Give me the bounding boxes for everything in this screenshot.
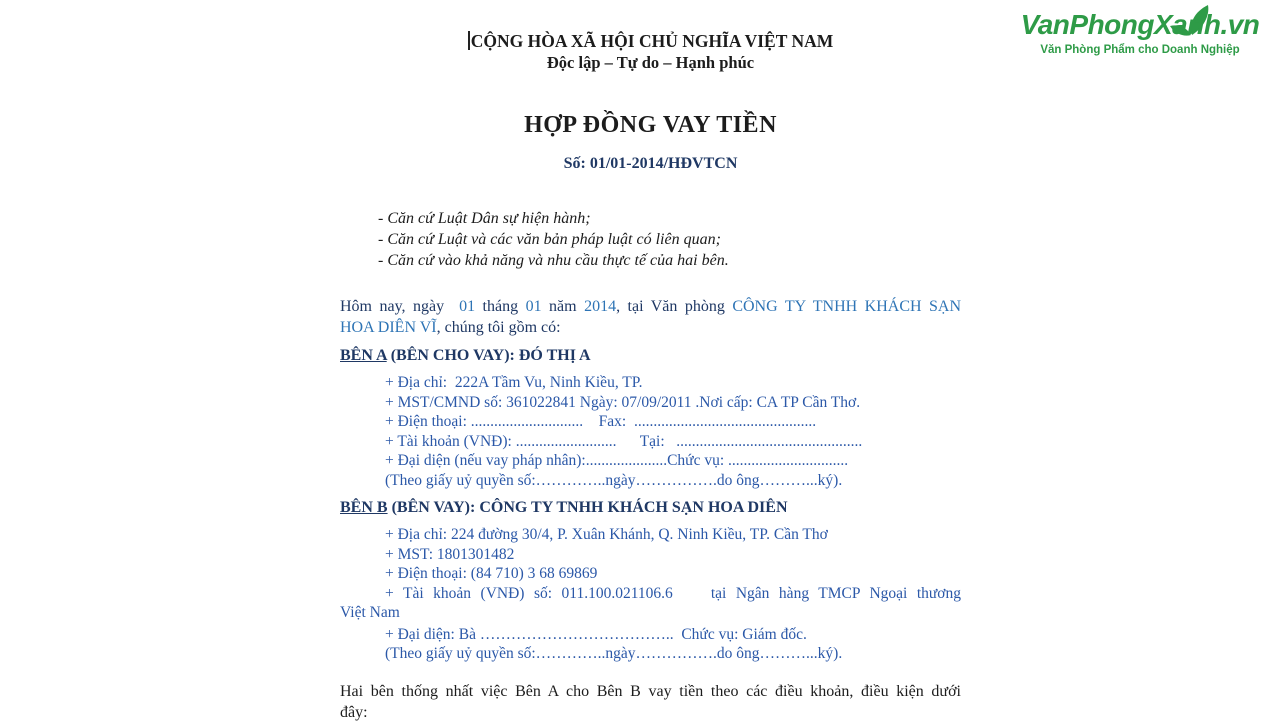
brand-name: VanPhongXanh.vn: [1020, 9, 1260, 40]
party-b-name: CÔNG TY TNHH KHÁCH SẠN HOA DIÊN: [479, 499, 788, 516]
preamble-line: - Căn cứ Luật Dân sự hiện hành;: [378, 210, 591, 227]
party-a-name: ĐÓ THỊ A: [518, 347, 591, 364]
party-a-authorization-line: (Theo giấy uỷ quyền số:…………..ngày…………….do ông………...ký).: [385, 471, 843, 489]
text-cursor: [468, 31, 470, 50]
party-b-phone-line: + Điện thoại: (84 710) 3 68 69869: [385, 565, 598, 582]
contract-title: HỢP ĐỒNG VAY TIỀN: [524, 112, 777, 138]
party-b-representative-line: + Đại diện: Bà ……………………………….. Chức vụ: Giám đốc.: [385, 625, 807, 643]
preamble-section: [378, 208, 961, 271]
national-header: [340, 30, 961, 52]
party-b-address-line: + Địa chỉ: 224 đường 30/4, P. Xuân Khánh, Q. Ninh Kiều, TP. Cần Thơ: [385, 526, 828, 543]
party-a-role: (BÊN CHO VAY):: [386, 347, 519, 364]
party-a-heading: [340, 346, 961, 366]
opening-paragraph: [340, 297, 961, 338]
party-a-label: BÊN A: [340, 347, 387, 364]
party-a-address-line: + Địa chỉ: 222A Tầm Vu, Ninh Kiều, TP.: [385, 374, 643, 391]
party-a-account-line: + Tài khoản (VNĐ): .......................... Tại: ................................................: [385, 432, 863, 450]
party-b-role: (BÊN VAY):: [387, 499, 480, 516]
party-a-representative-line: + Đại diện (nếu vay pháp nhân):.....................Chức vụ: ...............................: [385, 452, 849, 469]
brand-logo: [1020, 8, 1260, 56]
party-b-taxid-line: + MST: 1801301482: [385, 545, 515, 563]
opening-line-1: Hôm nay, ngày 01 tháng 01 năm 2014, tại Văn phòng CÔNG TY TNHH KHÁCH SẠN: [340, 298, 962, 315]
party-a-phone-fax-line: + Điện thoại: ............................. Fax: ...............................................: [385, 413, 817, 430]
national-title: CỘNG HÒA XÃ HỘI CHỦ NGHĨA VIỆT NAM: [470, 31, 834, 51]
party-b-authorization-line: (Theo giấy uỷ quyền số:…………..ngày…………….do ông………...ký).: [385, 645, 843, 662]
opening-line-2: HOA DIÊN VĨ, chúng tôi gồm có:: [340, 318, 561, 336]
company-name-part: HOA DIÊN VĨ: [340, 318, 437, 336]
contract-number: Số: 01/01-2014/HĐVTCN: [563, 155, 738, 172]
company-name-part: CÔNG TY TNHH KHÁCH SẠN: [732, 298, 962, 315]
contract-document: [340, 0, 961, 723]
national-motto: Độc lập – Tự do – Hạnh phúc: [546, 53, 755, 72]
party-b-details: [340, 525, 961, 664]
preamble-line: - Căn cứ vào khả năng và nhu cầu thực tế của hai bên.: [378, 252, 729, 269]
preamble-line: - Căn cứ Luật và các văn bản pháp luật có liên quan;: [378, 231, 721, 248]
party-b-heading: [340, 498, 961, 518]
party-a-details: [340, 373, 961, 490]
party-b-account-line: + Tài khoản (VNĐ) số: 011.100.021106.6 tại Ngân hàng TMCP Ngoại thương: [385, 584, 961, 602]
closing-line-2: đây:: [340, 703, 368, 721]
party-a-taxid-line: + MST/CMND số: 361022841 Ngày: 07/09/2011 .Nơi cấp: CA TP Cần Thơ.: [385, 393, 861, 411]
closing-paragraph: [340, 681, 961, 723]
party-b-label: BÊN B: [340, 499, 388, 516]
brand-tagline: Văn Phòng Phẩm cho Doanh Nghiệp: [1040, 44, 1240, 56]
party-b-account-wrap-line: Việt Nam: [340, 604, 400, 621]
closing-line-1: Hai bên thống nhất việc Bên A cho Bên B vay tiền theo các điều khoản, điều kiện dưới: [340, 682, 961, 700]
